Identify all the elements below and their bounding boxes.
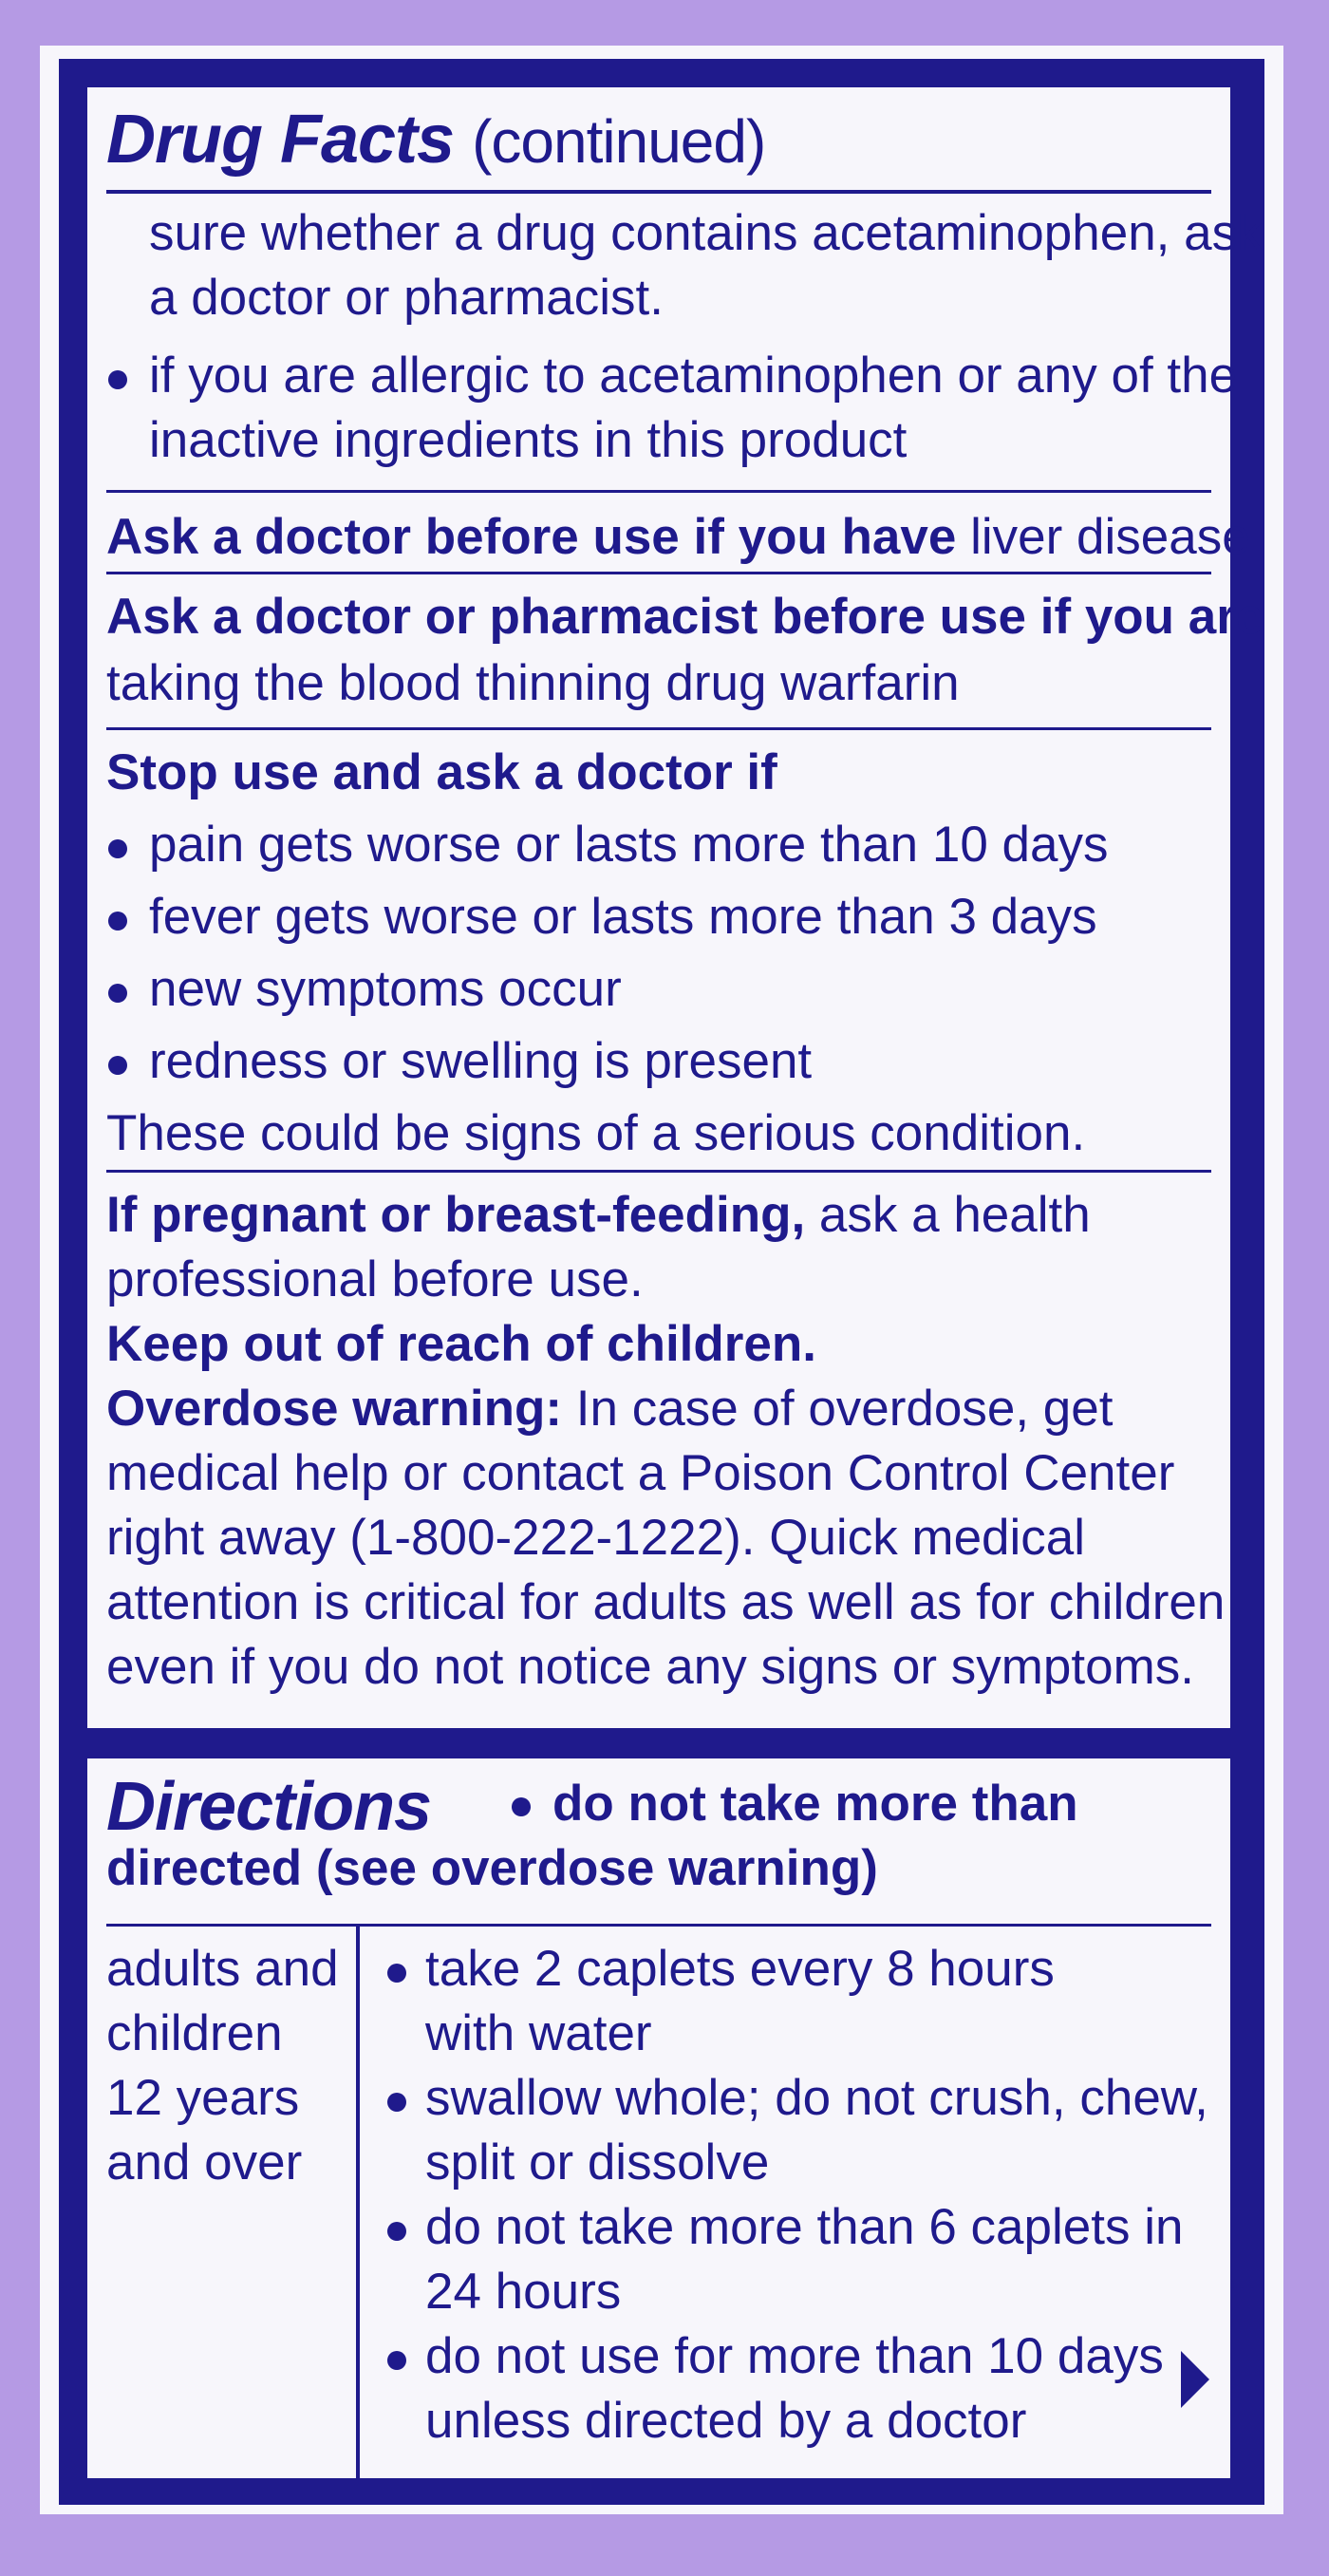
age-group-line: children — [106, 2005, 283, 2061]
bullet-icon — [108, 912, 127, 931]
direction-item-line: do not use for more than 10 days — [425, 2328, 1164, 2384]
section-rule — [106, 490, 1211, 493]
drug-facts-title: Drug Facts — [106, 102, 455, 178]
direction-item-line: with water — [425, 2005, 652, 2061]
bullet-icon — [512, 1797, 531, 1816]
right-triangle-arrow-icon — [1181, 2351, 1209, 2408]
age-group-line: adults and — [106, 1941, 339, 1997]
bullet-icon — [387, 2351, 406, 2370]
pregnancy-line-1 — [106, 1183, 1091, 1248]
pregnancy-heading: If pregnant or breast-feeding, — [106, 1187, 806, 1243]
direction-item-line: split or dissolve — [425, 2134, 770, 2191]
overdose-line: right away (1-800-222-1222). Quick medical — [106, 1510, 1086, 1566]
ask-pharmacist-heading: Ask a doctor or pharmacist before use if you are — [106, 589, 1264, 645]
bullet-icon — [108, 984, 127, 1003]
bullet-icon — [387, 1964, 406, 1983]
pregnancy-text: ask a health — [818, 1187, 1091, 1243]
stop-item: new symptoms occur — [149, 961, 622, 1017]
section-rule — [106, 572, 1211, 574]
directions-table-divider — [356, 1927, 360, 2478]
drug-facts-panel — [87, 87, 1264, 1728]
overdose-line: even if you do not notice any signs or symptoms. — [106, 1639, 1194, 1695]
pregnancy-line-2: professional before use. — [106, 1251, 644, 1307]
stop-use-heading: Stop use and ask a doctor if — [106, 744, 777, 800]
overdose-heading: Overdose warning: — [106, 1381, 563, 1437]
bullet-icon — [387, 2093, 406, 2112]
overdose-text: In case of overdose, get — [575, 1381, 1114, 1437]
heading-rule — [106, 190, 1211, 194]
stop-item: fever gets worse or lasts more than 3 days — [149, 889, 1097, 945]
direction-item-line: 24 hours — [425, 2264, 622, 2320]
directions-panel — [87, 1758, 1230, 2478]
directions-title: Directions — [106, 1769, 432, 1845]
keep-out-of-reach: Keep out of reach of children. — [106, 1316, 816, 1372]
drug-facts-title-suffix: (continued) — [472, 107, 766, 176]
stop-use-note: These could be signs of a serious condition. — [106, 1105, 1086, 1161]
stop-item: redness or swelling is present — [149, 1033, 813, 1089]
overdose-line: medical help or contact a Poison Control Center — [106, 1445, 1175, 1501]
bullet-icon — [108, 370, 127, 389]
allergy-line-2: inactive ingredients in this product — [149, 412, 908, 468]
age-group-line: and over — [106, 2134, 303, 2191]
section-rule — [106, 727, 1211, 730]
continued-line-1: sure whether a drug contains acetaminophen, ask — [149, 205, 1263, 261]
directions-lead-line-1: do not take more than — [552, 1776, 1078, 1832]
overdose-line: attention is critical for adults as well as for children — [106, 1574, 1226, 1630]
bullet-icon — [387, 2222, 406, 2241]
bullet-icon — [108, 839, 127, 858]
direction-item-line: take 2 caplets every 8 hours — [425, 1941, 1055, 1997]
ask-doctor-line — [106, 505, 1250, 570]
directions-lead-line-2: directed (see overdose warning) — [106, 1840, 878, 1896]
ask-doctor-heading: Ask a doctor before use if you have — [106, 509, 957, 565]
stop-item: pain gets worse or lasts more than 10 days — [149, 817, 1109, 873]
direction-item-line: do not take more than 6 caplets in — [425, 2199, 1184, 2255]
ask-doctor-condition: liver disease — [970, 509, 1250, 565]
bullet-icon — [108, 1056, 127, 1075]
section-rule — [106, 1170, 1211, 1173]
continued-line-2: a doctor or pharmacist. — [149, 270, 664, 326]
age-group-line: 12 years — [106, 2070, 300, 2126]
overdose-line-1 — [106, 1377, 1113, 1441]
directions-table-rule — [106, 1924, 1211, 1927]
ask-pharmacist-text: taking the blood thinning drug warfarin — [106, 655, 960, 711]
allergy-line-1: if you are allergic to acetaminophen or any of the — [149, 348, 1238, 404]
direction-item-line: swallow whole; do not crush, chew, — [425, 2070, 1208, 2126]
drug-facts-heading — [106, 97, 765, 184]
direction-item-line: unless directed by a doctor — [425, 2393, 1027, 2449]
